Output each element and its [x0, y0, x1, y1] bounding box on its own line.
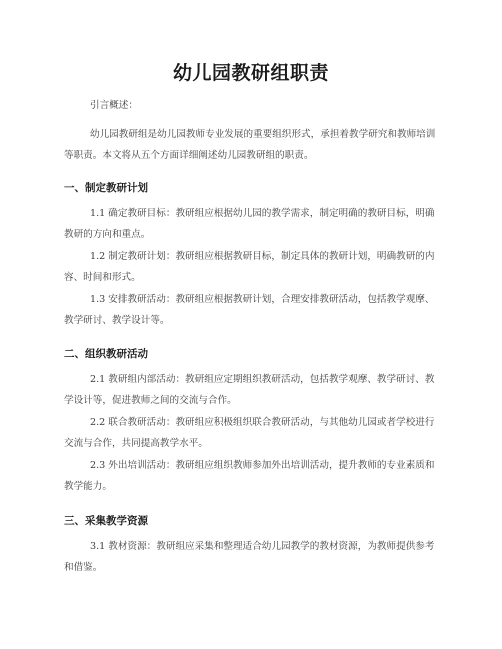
section-1-item-1: 1.1 确定教研目标：教研组应根据幼儿园的教学需求，制定明确的教研目标，明确教研的方向和重点。 [64, 208, 435, 240]
section-heading-2: 二、组织教研活动 [64, 348, 148, 360]
document-title: 幼儿园教研组职责 [172, 62, 329, 84]
section-1-item-2: 1.2 制定教研计划：教研组应根据教研目标，制定具体的教研计划，明确教研的内容、时间和形式。 [64, 251, 435, 283]
section-1-item-3: 1.3 安排教研活动：教研组应根据教研计划，合理安排教研活动，包括教学观摩、教学研讨、教学设计等。 [64, 294, 435, 326]
section-2-item-2: 2.2 联合教研活动：教研组应积极组织联合教研活动，与其他幼儿园或者学校进行交流与合作，共同提高教学水平。 [64, 417, 435, 449]
section-heading-3: 三、采集教学资源 [64, 515, 148, 527]
intro-label: 引言概述： [90, 100, 138, 111]
section-heading-1: 一、制定教研计划 [64, 182, 148, 194]
section-2-item-3: 2.3 外出培训活动：教研组应组织教师参加外出培训活动，提升教师的专业素质和教学能力。 [64, 460, 435, 492]
intro-paragraph: 幼儿园教研组是幼儿园教师专业发展的重要组织形式，承担着教学研究和教师培训等职责。本文将从五个方面详细阐述幼儿园教研组的职责。 [64, 129, 436, 161]
section-2-item-1: 2.1 教研组内部活动：教研组应定期组织教研活动，包括教学观摩、教学研讨、教学设计等，促进教师之间的交流与合作。 [64, 374, 435, 406]
section-3-item-1: 3.1 教材资源：教研组应采集和整理适合幼儿园教学的教材资源，为教师提供参考和借鉴。 [64, 541, 435, 573]
